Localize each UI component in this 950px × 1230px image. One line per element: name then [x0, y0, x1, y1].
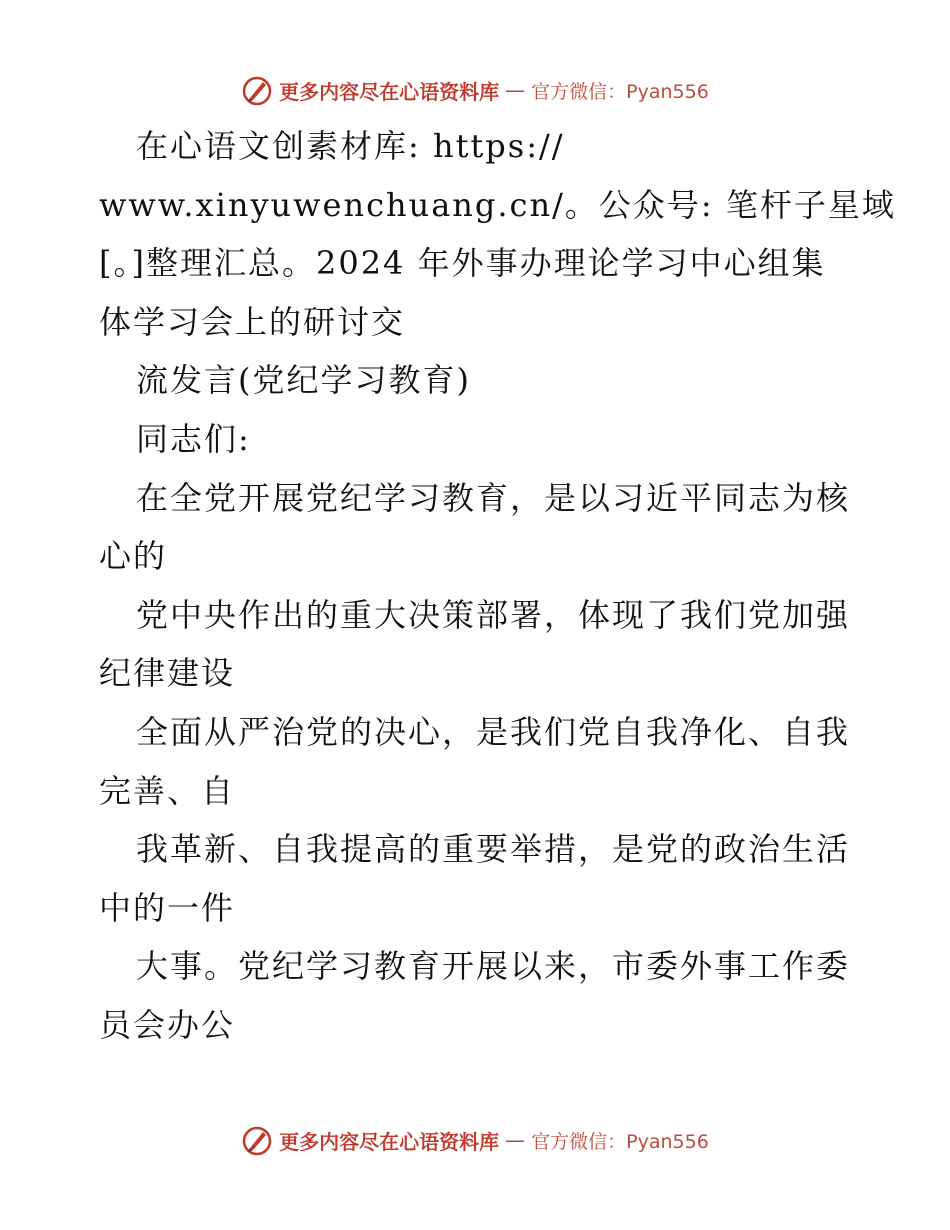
banner-slogan: 更多内容尽在心语资料库: [279, 1129, 500, 1154]
banner-contact: 官方微信：Pyan556: [531, 1130, 709, 1153]
document-body: [0, 117, 950, 1055]
quill-pen-icon: [241, 1124, 273, 1156]
text-line: www.xinyuwenchuang.cn/。公众号: 笔杆子星域: [99, 185, 896, 224]
banner-slogan: 更多内容尽在心语资料库: [279, 79, 500, 104]
text-line: 心的: [99, 537, 168, 576]
footer-banner-inner: [241, 1124, 709, 1156]
text-line: 完善、自: [99, 771, 236, 810]
footer-banner: [0, 1120, 950, 1160]
text-line: 全面从严治党的决心，是我们党自我净化、自我: [136, 712, 851, 751]
text-line: 中的一件: [99, 888, 236, 927]
text-line: [。]整理汇总。2024 年外事办理论学习中心组集: [99, 244, 826, 283]
text-line: 我革新、自我提高的重要举措，是党的政治生活: [136, 830, 851, 869]
text-line: 纪律建设: [99, 654, 236, 693]
header-banner-inner: [241, 74, 709, 106]
text-line: 党中央作出的重大决策部署，体现了我们党加强: [136, 595, 851, 634]
text-line: 同志们:: [136, 419, 251, 458]
text-line: 体学习会上的研讨交: [99, 302, 406, 341]
text-line: 员会办公: [99, 1005, 236, 1044]
text-line: 流发言(党纪学习教育): [136, 361, 471, 400]
banner-dash: —: [505, 78, 526, 102]
text-line: 在全党开展党纪学习教育，是以习近平同志为核: [136, 478, 851, 517]
text-line: 在心语文创素材库: https://: [136, 127, 565, 165]
text-line: 大事。党纪学习教育开展以来，市委外事工作委: [136, 947, 851, 986]
quill-pen-icon: [241, 74, 273, 106]
banner-contact: 官方微信：Pyan556: [531, 80, 709, 103]
header-banner: [0, 70, 950, 110]
banner-dash: —: [505, 1128, 526, 1152]
